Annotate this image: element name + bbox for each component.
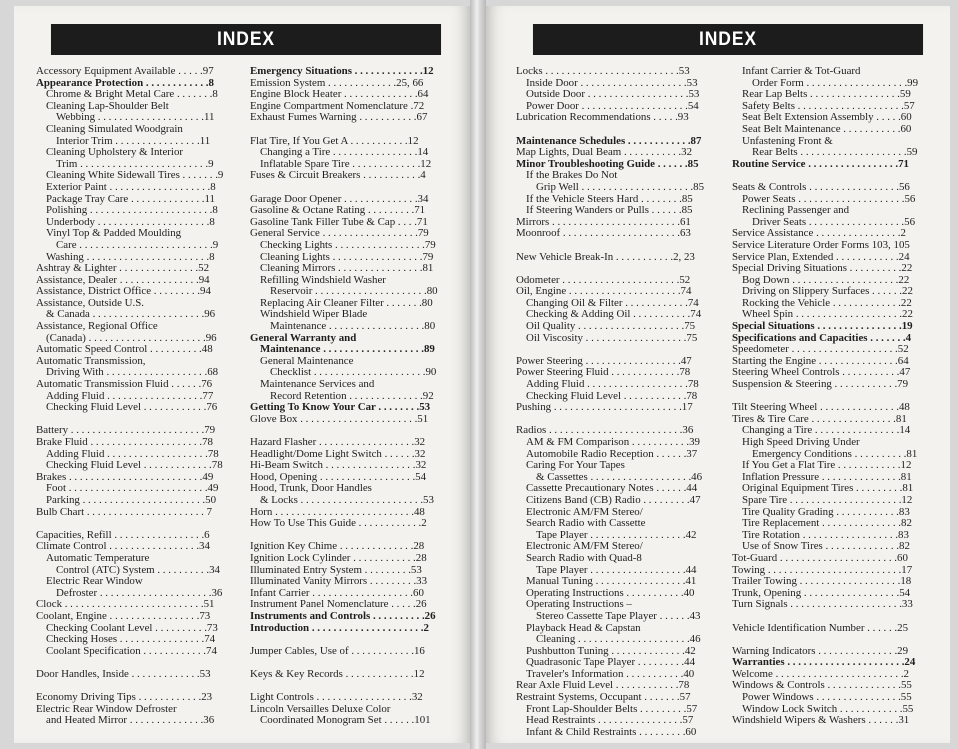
index-entry: Starting the Engine . . . . . . . . . . . . . . .64 [732,355,909,367]
index-subentry: Quadrasonic Tape Player . . . . . . . . .44 [526,657,696,669]
index-entry: Illuminated Entry System . . . . . . . . .53 [250,564,422,576]
index-entry: How To Use This Guide . . . . . . . . . . . .2 [250,518,427,530]
index-subentry: Electric Rear Window [46,576,143,588]
index-subentry: Seat Belt Extension Assembly . . . . .60 [742,112,912,124]
index-subentry: Rear Belts . . . . . . . . . . . . . . . . . . . .59 [752,147,918,159]
index-subentry: Adding Fluid . . . . . . . . . . . . . . . . . . .78 [46,448,219,460]
index-subentry: Seat Belt Maintenance . . . . . . . . . . .60 [742,123,912,135]
index-spacer [516,414,720,426]
index-entry: Brakes . . . . . . . . . . . . . . . . . . . . . . . . .49 [36,471,214,483]
index-subentry: Automatic Temperature [46,552,150,564]
index-subentry: Checking Fluid Level . . . . . . . . . . . .78 [526,390,698,402]
right-page [486,6,950,743]
index-subentry: If the Brakes Do Not [526,170,618,182]
index-entry: Windows & Controls . . . . . . . . . . . . . .55 [732,680,912,692]
index-subentry: If You Get a Flat Tire . . . . . . . . . . . .12 [742,460,912,472]
index-entry: Assistance, Regional Office [36,321,158,333]
index-entry: Light Controls . . . . . . . . . . . . . . . . . .32 [250,692,423,704]
index-entry: Battery . . . . . . . . . . . . . . . . . . . . . . . . .79 [36,425,216,437]
index-subentry: Tape Player . . . . . . . . . . . . . . . . . .44 [536,564,697,576]
index-entry: Infant Carrier . . . . . . . . . . . . . . . . . . .60 [250,587,424,599]
index-subentry: Use of Snow Tires . . . . . . . . . . . . . .82 [742,541,910,553]
index-subentry: Reservoir . . . . . . . . . . . . . . . . . . . . .80 [270,286,438,298]
index-section-heading: Introduction . . . . . . . . . . . . . . . . . . . . .2 [250,622,429,634]
index-entry: Trunk, Opening . . . . . . . . . . . . . . . . . .54 [732,587,911,599]
index-entry: Moonroof . . . . . . . . . . . . . . . . . . . . . .63 [516,228,691,240]
index-subentry: If the Vehicle Steers Hard . . . . . . . .85 [526,193,693,205]
index-column-right-2 [732,66,938,727]
index-subentry: Tire Quality Grading . . . . . . . . . . . .83 [742,506,910,518]
index-entry: Door Handles, Inside . . . . . . . . . . . . .53 [36,668,211,680]
index-entry: Hazard Flasher . . . . . . . . . . . . . . . . . .32 [250,437,426,448]
index-entry: Bulb Chart . . . . . . . . . . . . . . . . . . . . . . 7 [36,506,213,518]
index-section-heading: Instruments and Controls . . . . . . . . . .26 [250,610,436,622]
index-subentry: Cleaning Lights . . . . . . . . . . . . . . . . .79 [260,251,434,263]
index-subentry: & Canada . . . . . . . . . . . . . . . . . . . . .96 [46,309,216,321]
index-entry: Illuminated Vanity Mirrors . . . . . . . . .33 [250,576,428,588]
index-subentry: Refilling Windshield Washer [260,274,386,286]
index-entry: Glove Box . . . . . . . . . . . . . . . . . . . . . .51 [250,413,429,425]
index-subentry: Care . . . . . . . . . . . . . . . . . . . . . . . . .9 [56,239,219,251]
index-subentry: Cassette Precautionary Notes . . . . . .44 [526,483,698,495]
index-spacer [250,530,462,542]
index-entry: Ignition Key Chime . . . . . . . . . . . . . .28 [250,541,425,553]
index-subentry: Pushbutton Tuning . . . . . . . . . . . . . .42 [526,645,696,657]
index-subentry: Changing Oil & Filter . . . . . . . . . . . .74 [526,297,699,309]
index-spacer [36,518,236,530]
index-spacer [732,611,938,623]
index-entry: Garage Door Opener . . . . . . . . . . . . . .34 [250,193,429,205]
index-subentry: Defroster . . . . . . . . . . . . . . . . . . . . .36 [56,587,223,599]
index-subentry: Tire Replacement . . . . . . . . . . . . . . .82 [742,518,912,530]
index-subentry: Safety Belts . . . . . . . . . . . . . . . . . . . .57 [742,100,915,112]
index-subentry: Grip Well . . . . . . . . . . . . . . . . . . . . .85 [536,181,705,193]
index-subentry: Coolant Specification . . . . . . . . . . . .74 [46,645,217,657]
index-column-left-1 [36,66,236,727]
index-section-heading: Specifications and Capacities . . . . . . .4 [732,332,912,344]
index-subentry: Outside Door . . . . . . . . . . . . . . . . . . .53 [526,89,700,101]
index-subentry: & Locks . . . . . . . . . . . . . . . . . . . . . . .53 [260,494,434,506]
index-subentry: Checking Coolant Level . . . . . . . . . .73 [46,622,218,634]
index-entry: Assistance, Outside U.S. [36,297,144,309]
index-subentry: Driving With . . . . . . . . . . . . . . . . . . .68 [46,367,219,379]
index-entry: Gasoline Tank Filler Tube & Cap . . . .71 [250,216,428,228]
index-entry: Jumper Cables, Use of . . . . . . . . . . . .16 [250,645,425,657]
index-entry: Tot-Guard . . . . . . . . . . . . . . . . . . . . . .60 [732,552,908,564]
index-subentry: Inside Door . . . . . . . . . . . . . . . . . . . .53 [526,77,698,89]
index-entry: Restraint Systems, Occupant . . . . . . .57 [516,692,691,704]
index-entry: Headlight/Dome Light Switch . . . . . .32 [250,448,426,460]
index-subentry: Citizens Band (CB) Radio . . . . . . . . .47 [526,494,701,506]
index-subentry: Checking Hoses . . . . . . . . . . . . . . . .74 [46,634,216,646]
index-entry: Welcome . . . . . . . . . . . . . . . . . . . . . . . .2 [732,668,909,680]
index-subentry: Checking Lights . . . . . . . . . . . . . . . . .79 [260,239,436,251]
index-spacer [516,344,720,356]
index-entry: Mirrors . . . . . . . . . . . . . . . . . . . . . . . .61 [516,216,691,228]
index-entry: Lincoln Versailles Deluxe Color [250,703,391,715]
index-section-heading: Warranties . . . . . . . . . . . . . . . . . . . . . .24 [732,657,916,669]
index-subentry: Order Form . . . . . . . . . . . . . . . . . . .99 [752,77,919,89]
index-column-left-2 [250,66,462,727]
index-title-banner: INDEX [51,24,441,55]
index-subentry: Original Equipment Tires . . . . . . . . .81 [742,483,914,495]
index-subentry: If Steering Wanders or Pulls . . . . . .85 [526,205,693,217]
index-entry: Assistance, District Office . . . . . . . . .94 [36,286,211,298]
index-subentry: Emergency Conditions . . . . . . . . . .81 [752,448,918,460]
index-section-heading: Special Situations . . . . . . . . . . . . . . . .19 [732,321,913,333]
index-title-banner: INDEX [533,24,923,55]
index-spacer [36,657,236,669]
index-subentry: Stereo Cassette Tape Player . . . . . .43 [536,610,701,622]
index-subentry: Playback Head & Capstan [526,622,641,634]
index-entry: Power Steering . . . . . . . . . . . . . . . . . .47 [516,355,692,367]
index-subentry: Parking . . . . . . . . . . . . . . . . . . . . . . .50 [46,494,217,506]
index-subentry: General Maintenance [260,355,354,367]
index-subentry: Search Radio with Quad-8 [526,552,642,564]
index-subentry: Traveler's Information . . . . . . . . . . .40 [526,668,695,680]
index-entry: Steering Wheel Controls . . . . . . . . . . .47 [732,367,911,379]
index-subentry: Checking Fluid Level . . . . . . . . . . . .76 [46,402,218,414]
index-subentry: Webbing . . . . . . . . . . . . . . . . . . . .11 [56,112,215,124]
index-entry: Automatic Transmission, [36,355,146,367]
index-entry: Ashtray & Lighter . . . . . . . . . . . . . . .52 [36,263,210,275]
index-section-heading: Routine Service . . . . . . . . . . . . . . . . .71 [732,158,909,170]
index-entry: Brake Fluid . . . . . . . . . . . . . . . . . . . . .78 [36,437,213,448]
index-subentry: Unfastening Front & [742,135,833,147]
index-subentry: AM & FM Comparison . . . . . . . . . . .39 [526,437,700,448]
index-entry: Locks . . . . . . . . . . . . . . . . . . . . . . . . .53 [516,66,690,77]
index-entry: Suspension & Steering . . . . . . . . . . . .79 [732,379,909,391]
index-entry: General Service . . . . . . . . . . . . . . . . . .79 [250,228,429,240]
index-entry: Special Driving Situations . . . . . . . . . .22 [732,263,913,275]
index-entry: Fuses & Circuit Breakers . . . . . . . . . . .4 [250,170,426,182]
index-entry: Tires & Tire Care . . . . . . . . . . . . . . . .81 [732,413,907,425]
index-section-heading: Appearance Protection . . . . . . . . . . . .8 [36,77,214,89]
index-entry: Climate Control . . . . . . . . . . . . . . . . .34 [36,541,210,553]
index-subentry: Power Windows . . . . . . . . . . . . . . . .55 [742,692,912,704]
index-spacer [732,634,938,646]
index-subentry: Checking & Adding Oil . . . . . . . . . . .74 [526,309,702,321]
index-subentry: and Heated Mirror . . . . . . . . . . . . . .36 [46,715,215,727]
index-entry: Emission System . . . . . . . . . . . . .25, 66 [250,77,424,89]
index-entry: Exhaust Fumes Warning . . . . . . . . . . .67 [250,112,428,124]
index-subentry: Trim . . . . . . . . . . . . . . . . . . . . . . . .9 [56,158,214,170]
index-subentry: Foot . . . . . . . . . . . . . . . . . . . . . . . . . .49 [46,483,219,495]
index-subentry: Adding Fluid . . . . . . . . . . . . . . . . . .77 [46,390,214,402]
index-column-right-1 [516,66,720,738]
index-entry: Turn Signals . . . . . . . . . . . . . . . . . . . . .33 [732,599,913,611]
index-subentry: Power Door . . . . . . . . . . . . . . . . . . . .54 [526,100,699,112]
left-page [14,6,470,743]
index-entry: Horn . . . . . . . . . . . . . . . . . . . . . . . . . .48 [250,506,425,518]
index-subentry: Cleaning Lap-Shoulder Belt [46,100,169,112]
index-entry: Warning Indicators . . . . . . . . . . . . . . .29 [732,645,909,657]
index-subentry: Package Tray Care . . . . . . . . . . . . . .11 [46,193,215,205]
index-entry: Accessory Equipment Available . . . . .97 [36,66,214,77]
index-subentry: Electronic AM/FM Stereo/ [526,506,643,518]
index-entry: Hi-Beam Switch . . . . . . . . . . . . . . . . .32 [250,460,427,472]
index-subentry: Operating Instructions – [526,599,632,611]
index-subentry: Cleaning Upholstery & Interior [46,147,184,159]
index-subentry: Tire Rotation . . . . . . . . . . . . . . . . . .83 [742,529,909,541]
index-entry: Capacities, Refill . . . . . . . . . . . . . . . . .6 [36,529,210,541]
index-entry: Gasoline & Octane Rating . . . . . . . . .71 [250,205,426,217]
index-spacer [516,263,720,275]
index-subentry: Polishing . . . . . . . . . . . . . . . . . . . . . . .8 [46,205,218,217]
index-spacer [732,170,938,182]
index-entry: Service Plan, Extended . . . . . . . . . . . .24 [732,251,910,263]
index-subentry: Rear Lap Belts . . . . . . . . . . . . . . . . .59 [742,89,911,101]
index-entry: Rear Axle Fluid Level . . . . . . . . . . . .78 [516,680,690,692]
index-subentry: Infant & Child Restraints . . . . . . . . .60 [526,726,697,738]
index-entry: Electric Rear Window Defroster [36,703,177,715]
index-entry: Seats & Controls . . . . . . . . . . . . . . . . .56 [732,181,910,193]
index-subentry: Control (ATC) System . . . . . . . . . .34 [56,564,220,576]
index-entry: Hood, Trunk, Door Handles [250,483,372,495]
index-entry: Map Lights, Dual Beam . . . . . . . . . . .32 [516,147,693,159]
index-entry: Engine Block Heater . . . . . . . . . . . . . .64 [250,89,429,101]
index-subentry: Inflation Pressure . . . . . . . . . . . . . . .81 [742,471,912,483]
index-entry: Windshield Wipers & Washers . . . . . .31 [732,715,910,727]
index-subentry: Underbody . . . . . . . . . . . . . . . . . . . . .8 [46,216,215,228]
index-entry: Automatic Transmission Fluid . . . . . .76 [36,379,213,391]
index-subentry: Replacing Air Cleaner Filter . . . . . . .80 [260,297,433,309]
index-subentry: Manual Tuning . . . . . . . . . . . . . . . . .41 [526,576,697,588]
index-entry: Speedometer . . . . . . . . . . . . . . . . . . . .52 [732,344,909,356]
index-subentry: Windshield Wiper Blade [260,309,368,321]
index-entry: Power Steering Fluid . . . . . . . . . . . . .78 [516,367,691,379]
index-spacer [250,680,462,692]
index-subentry: Caring For Your Tapes [526,460,625,472]
index-subentry: Oil Quality . . . . . . . . . . . . . . . . . . . .75 [526,321,696,333]
index-entry: New Vehicle Break-In . . . . . . . . . . .2, 23 [516,251,695,263]
index-spacer [250,182,462,194]
index-subentry: Wheel Spin . . . . . . . . . . . . . . . . . . . .22 [742,309,913,321]
index-entry: Assistance, Dealer . . . . . . . . . . . . . . .94 [36,274,210,286]
index-subentry: Automobile Radio Reception . . . . . .37 [526,448,698,460]
index-subentry: Inflatable Spare Tire . . . . . . . . . . . . .12 [260,158,432,170]
index-subentry: Head Restraints . . . . . . . . . . . . . . . .57 [526,715,694,727]
index-entry: Coolant, Engine . . . . . . . . . . . . . . . . .73 [36,610,211,622]
index-subentry: Bog Down . . . . . . . . . . . . . . . . . . . .22 [742,274,910,286]
index-subentry: Maintenance . . . . . . . . . . . . . . . . . .80 [270,321,436,333]
index-entry: Service Literature Order Forms 103, 105 [732,239,910,251]
index-subentry: Adding Fluid . . . . . . . . . . . . . . . . . . .78 [526,379,699,391]
index-subentry: Checklist . . . . . . . . . . . . . . . . . . . . .90 [270,367,437,379]
index-entry: Tilt Steering Wheel . . . . . . . . . . . . . . .48 [732,402,910,414]
index-entry: Radios . . . . . . . . . . . . . . . . . . . . . . . . .36 [516,425,694,437]
index-section-heading: Maintenance . . . . . . . . . . . . . . . . . . .89 [260,344,435,356]
index-subentry: Interior Trim . . . . . . . . . . . . . . . .11 [56,135,211,147]
index-subentry: Record Retention . . . . . . . . . . . . . .92 [270,390,434,402]
index-subentry: Cleaning Simulated Woodgrain [46,123,183,135]
index-subentry: Cleaning . . . . . . . . . . . . . . . . . . . . .46 [536,634,701,646]
index-section-heading: Maintenance Schedules . . . . . . . . . . . .87 [516,135,702,147]
index-spacer [250,634,462,646]
index-spacer [516,240,720,252]
index-spacer [732,391,938,403]
index-subentry: Changing a Tire . . . . . . . . . . . . . . . .14 [742,425,911,437]
index-spacer [36,414,236,426]
index-entry: Lubrication Recommendations . . . . .93 [516,112,689,124]
index-subentry: Checking Fluid Level . . . . . . . . . . . . .78 [46,460,223,472]
index-entry: Pushing . . . . . . . . . . . . . . . . . . . . . . . .17 [516,402,693,414]
index-entry: Odometer . . . . . . . . . . . . . . . . . . . . . .52 [516,274,691,286]
index-spacer [250,425,462,437]
index-entry: Keys & Key Records . . . . . . . . . . . . .12 [250,668,425,680]
index-subentry: Maintenance Services and [260,379,375,391]
index-section-heading: General Warranty and [250,332,357,344]
index-entry: Automatic Speed Control . . . . . . . . . .48 [36,344,213,356]
index-subentry: Vinyl Top & Padded Moulding [46,228,182,240]
index-subentry: Oil Viscosity . . . . . . . . . . . . . . . . . . .75 [526,332,698,344]
index-entry: Ignition Lock Cylinder . . . . . . . . . . . .28 [250,552,427,564]
index-subentry: Changing a Tire . . . . . . . . . . . . . . . .14 [260,147,429,159]
index-spacer [250,657,462,669]
index-subentry: Infant Carrier & Tot-Guard [742,66,861,77]
index-subentry: Search Radio with Cassette [526,518,646,530]
book-spine [470,0,486,749]
index-entry: Towing . . . . . . . . . . . . . . . . . . . . . . . . .17 [732,564,913,576]
index-entry: Trailer Towing . . . . . . . . . . . . . . . . . . .18 [732,576,912,588]
index-entry: Instrument Panel Nomenclature . . . . .26 [250,599,427,611]
index-subentry: Driving on Slippery Surfaces . . . . . .22 [742,286,913,298]
index-entry: Engine Compartment Nomenclature .72 [250,100,425,112]
index-subentry: Washing . . . . . . . . . . . . . . . . . . . . . . .8 [46,251,215,263]
index-subentry: Reclining Passenger and [742,205,850,217]
index-entry: Hood, Opening . . . . . . . . . . . . . . . . . .54 [250,471,427,483]
index-entry: Clock . . . . . . . . . . . . . . . . . . . . . . . . . .51 [36,599,215,611]
index-subentry: Cleaning Mirrors . . . . . . . . . . . . . . . .81 [260,263,434,275]
index-entry: Flat Tire, If You Get A . . . . . . . . . . .12 [250,135,419,147]
index-entry: Economy Driving Tips . . . . . . . . . . . .23 [36,692,213,704]
index-subentry: Driver Seats . . . . . . . . . . . . . . . . . .56 [752,216,916,228]
index-spacer [36,680,236,692]
index-section-heading: Emergency Situations . . . . . . . . . . . . .12 [250,66,434,77]
index-subentry: High Speed Driving Under [742,437,860,448]
index-subentry: Spare Tire . . . . . . . . . . . . . . . . . . . . .12 [742,494,913,506]
index-subentry: Tape Player . . . . . . . . . . . . . . . . . .42 [536,529,697,541]
index-subentry: Electronic AM/FM Stereo/ [526,541,643,553]
index-subentry: (Canada) . . . . . . . . . . . . . . . . . . . . . .96 [46,332,217,344]
index-section-heading: Getting To Know Your Car . . . . . . . .53 [250,402,431,414]
index-subentry: Rocking the Vehicle . . . . . . . . . . . . .22 [742,297,912,309]
index-subentry: Front Lap-Shoulder Belts . . . . . . . . .57 [526,703,698,715]
index-subentry: Operating Instructions . . . . . . . . . . .40 [526,587,695,599]
index-subentry: Cleaning White Sidewall Tires . . . . . . .9 [46,170,224,182]
index-subentry: Power Seats . . . . . . . . . . . . . . . . . . . .56 [742,193,916,205]
index-spacer [250,124,462,136]
index-entry: Vehicle Identification Number . . . . . .25 [732,622,909,634]
index-subentry: Window Lock Switch . . . . . . . . . . . .55 [742,703,914,715]
index-subentry: Chrome & Bright Metal Care . . . . . . .8 [46,89,218,101]
index-section-heading: Minor Troubleshooting Guide . . . . . .85 [516,158,699,170]
index-subentry: Coordinated Monogram Set . . . . . .101 [260,715,431,727]
index-spacer [516,124,720,136]
index-subentry: Exterior Paint . . . . . . . . . . . . . . . . . . .8 [46,181,216,193]
index-subentry: & Cassettes . . . . . . . . . . . . . . . . . . .46 [536,471,703,483]
index-entry: Service Assistance . . . . . . . . . . . . . . . .2 [732,228,906,240]
index-entry: Oil, Engine . . . . . . . . . . . . . . . . . . . . .74 [516,286,692,298]
